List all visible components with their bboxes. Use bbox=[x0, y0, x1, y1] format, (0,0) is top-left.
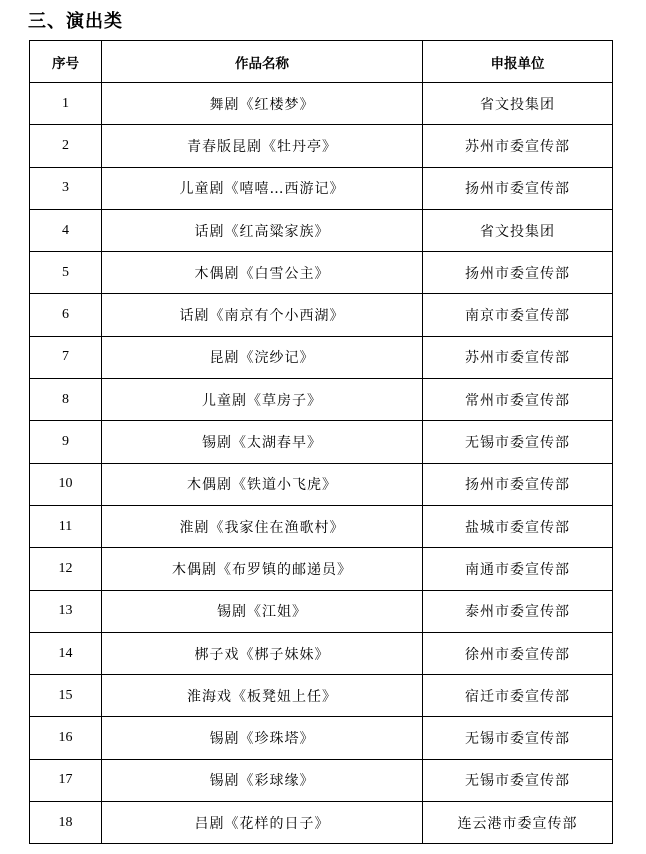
row-applicant-unit: 省文投集团 bbox=[423, 83, 613, 125]
table-row bbox=[30, 759, 613, 801]
row-work-title: 梆子戏《梆子妹妹》 bbox=[102, 632, 423, 674]
row-applicant-unit: 无锡市委宣传部 bbox=[423, 759, 613, 801]
table-row bbox=[30, 717, 613, 759]
row-work-title: 青春版昆剧《牡丹亭》 bbox=[102, 125, 423, 167]
row-applicant-unit: 无锡市委宣传部 bbox=[423, 717, 613, 759]
table-row bbox=[30, 632, 613, 674]
row-index: 14 bbox=[30, 632, 102, 674]
column-header-work: 作品名称 bbox=[102, 41, 423, 83]
row-work-title: 淮海戏《板凳妞上任》 bbox=[102, 675, 423, 717]
row-index: 7 bbox=[30, 336, 102, 378]
row-work-title: 木偶剧《铁道小飞虎》 bbox=[102, 463, 423, 505]
table-row bbox=[30, 336, 613, 378]
table-row bbox=[30, 125, 613, 167]
row-index: 12 bbox=[30, 548, 102, 590]
row-index: 13 bbox=[30, 590, 102, 632]
row-work-title: 锡剧《江姐》 bbox=[102, 590, 423, 632]
table-row bbox=[30, 167, 613, 209]
row-applicant-unit: 苏州市委宣传部 bbox=[423, 125, 613, 167]
performances-table bbox=[29, 40, 613, 844]
section-title: 三、演出类 bbox=[28, 11, 123, 32]
row-applicant-unit: 南京市委宣传部 bbox=[423, 294, 613, 336]
row-index: 15 bbox=[30, 675, 102, 717]
table-row bbox=[30, 505, 613, 547]
table-header-row bbox=[30, 41, 613, 83]
row-applicant-unit: 连云港市委宣传部 bbox=[423, 802, 613, 844]
row-applicant-unit: 无锡市委宣传部 bbox=[423, 421, 613, 463]
column-header-unit: 申报单位 bbox=[423, 41, 613, 83]
table-row bbox=[30, 209, 613, 251]
row-applicant-unit: 扬州市委宣传部 bbox=[423, 463, 613, 505]
row-work-title: 木偶剧《白雪公主》 bbox=[102, 252, 423, 294]
table-row bbox=[30, 463, 613, 505]
row-applicant-unit: 苏州市委宣传部 bbox=[423, 336, 613, 378]
row-index: 9 bbox=[30, 421, 102, 463]
row-applicant-unit: 扬州市委宣传部 bbox=[423, 252, 613, 294]
table-body bbox=[30, 83, 613, 844]
row-work-title: 话剧《红高粱家族》 bbox=[102, 209, 423, 251]
row-applicant-unit: 盐城市委宣传部 bbox=[423, 505, 613, 547]
row-work-title: 吕剧《花样的日子》 bbox=[102, 802, 423, 844]
table-row bbox=[30, 83, 613, 125]
row-index: 11 bbox=[30, 505, 102, 547]
table-row bbox=[30, 802, 613, 844]
row-applicant-unit: 扬州市委宣传部 bbox=[423, 167, 613, 209]
table-row bbox=[30, 252, 613, 294]
row-work-title: 昆剧《浣纱记》 bbox=[102, 336, 423, 378]
table-row bbox=[30, 590, 613, 632]
row-applicant-unit: 泰州市委宣传部 bbox=[423, 590, 613, 632]
row-work-title: 锡剧《彩球缘》 bbox=[102, 759, 423, 801]
row-work-title: 话剧《南京有个小西湖》 bbox=[102, 294, 423, 336]
row-index: 10 bbox=[30, 463, 102, 505]
column-header-index: 序号 bbox=[30, 41, 102, 83]
row-index: 8 bbox=[30, 379, 102, 421]
row-index: 3 bbox=[30, 167, 102, 209]
table-row bbox=[30, 421, 613, 463]
row-index: 17 bbox=[30, 759, 102, 801]
table-row bbox=[30, 294, 613, 336]
row-index: 16 bbox=[30, 717, 102, 759]
row-applicant-unit: 徐州市委宣传部 bbox=[423, 632, 613, 674]
row-work-title: 锡剧《太湖春早》 bbox=[102, 421, 423, 463]
row-work-title: 淮剧《我家住在渔歌村》 bbox=[102, 505, 423, 547]
row-work-title: 木偶剧《布罗镇的邮递员》 bbox=[102, 548, 423, 590]
row-applicant-unit: 宿迁市委宣传部 bbox=[423, 675, 613, 717]
row-index: 2 bbox=[30, 125, 102, 167]
row-work-title: 舞剧《红楼梦》 bbox=[102, 83, 423, 125]
row-applicant-unit: 常州市委宣传部 bbox=[423, 379, 613, 421]
row-index: 1 bbox=[30, 83, 102, 125]
row-index: 4 bbox=[30, 209, 102, 251]
row-index: 5 bbox=[30, 252, 102, 294]
table-row bbox=[30, 675, 613, 717]
table-row bbox=[30, 379, 613, 421]
row-work-title: 儿童剧《嘻嘻…西游记》 bbox=[102, 167, 423, 209]
table-row bbox=[30, 548, 613, 590]
row-work-title: 儿童剧《草房子》 bbox=[102, 379, 423, 421]
row-applicant-unit: 南通市委宣传部 bbox=[423, 548, 613, 590]
row-index: 18 bbox=[30, 802, 102, 844]
row-index: 6 bbox=[30, 294, 102, 336]
row-work-title: 锡剧《珍珠塔》 bbox=[102, 717, 423, 759]
row-applicant-unit: 省文投集团 bbox=[423, 209, 613, 251]
